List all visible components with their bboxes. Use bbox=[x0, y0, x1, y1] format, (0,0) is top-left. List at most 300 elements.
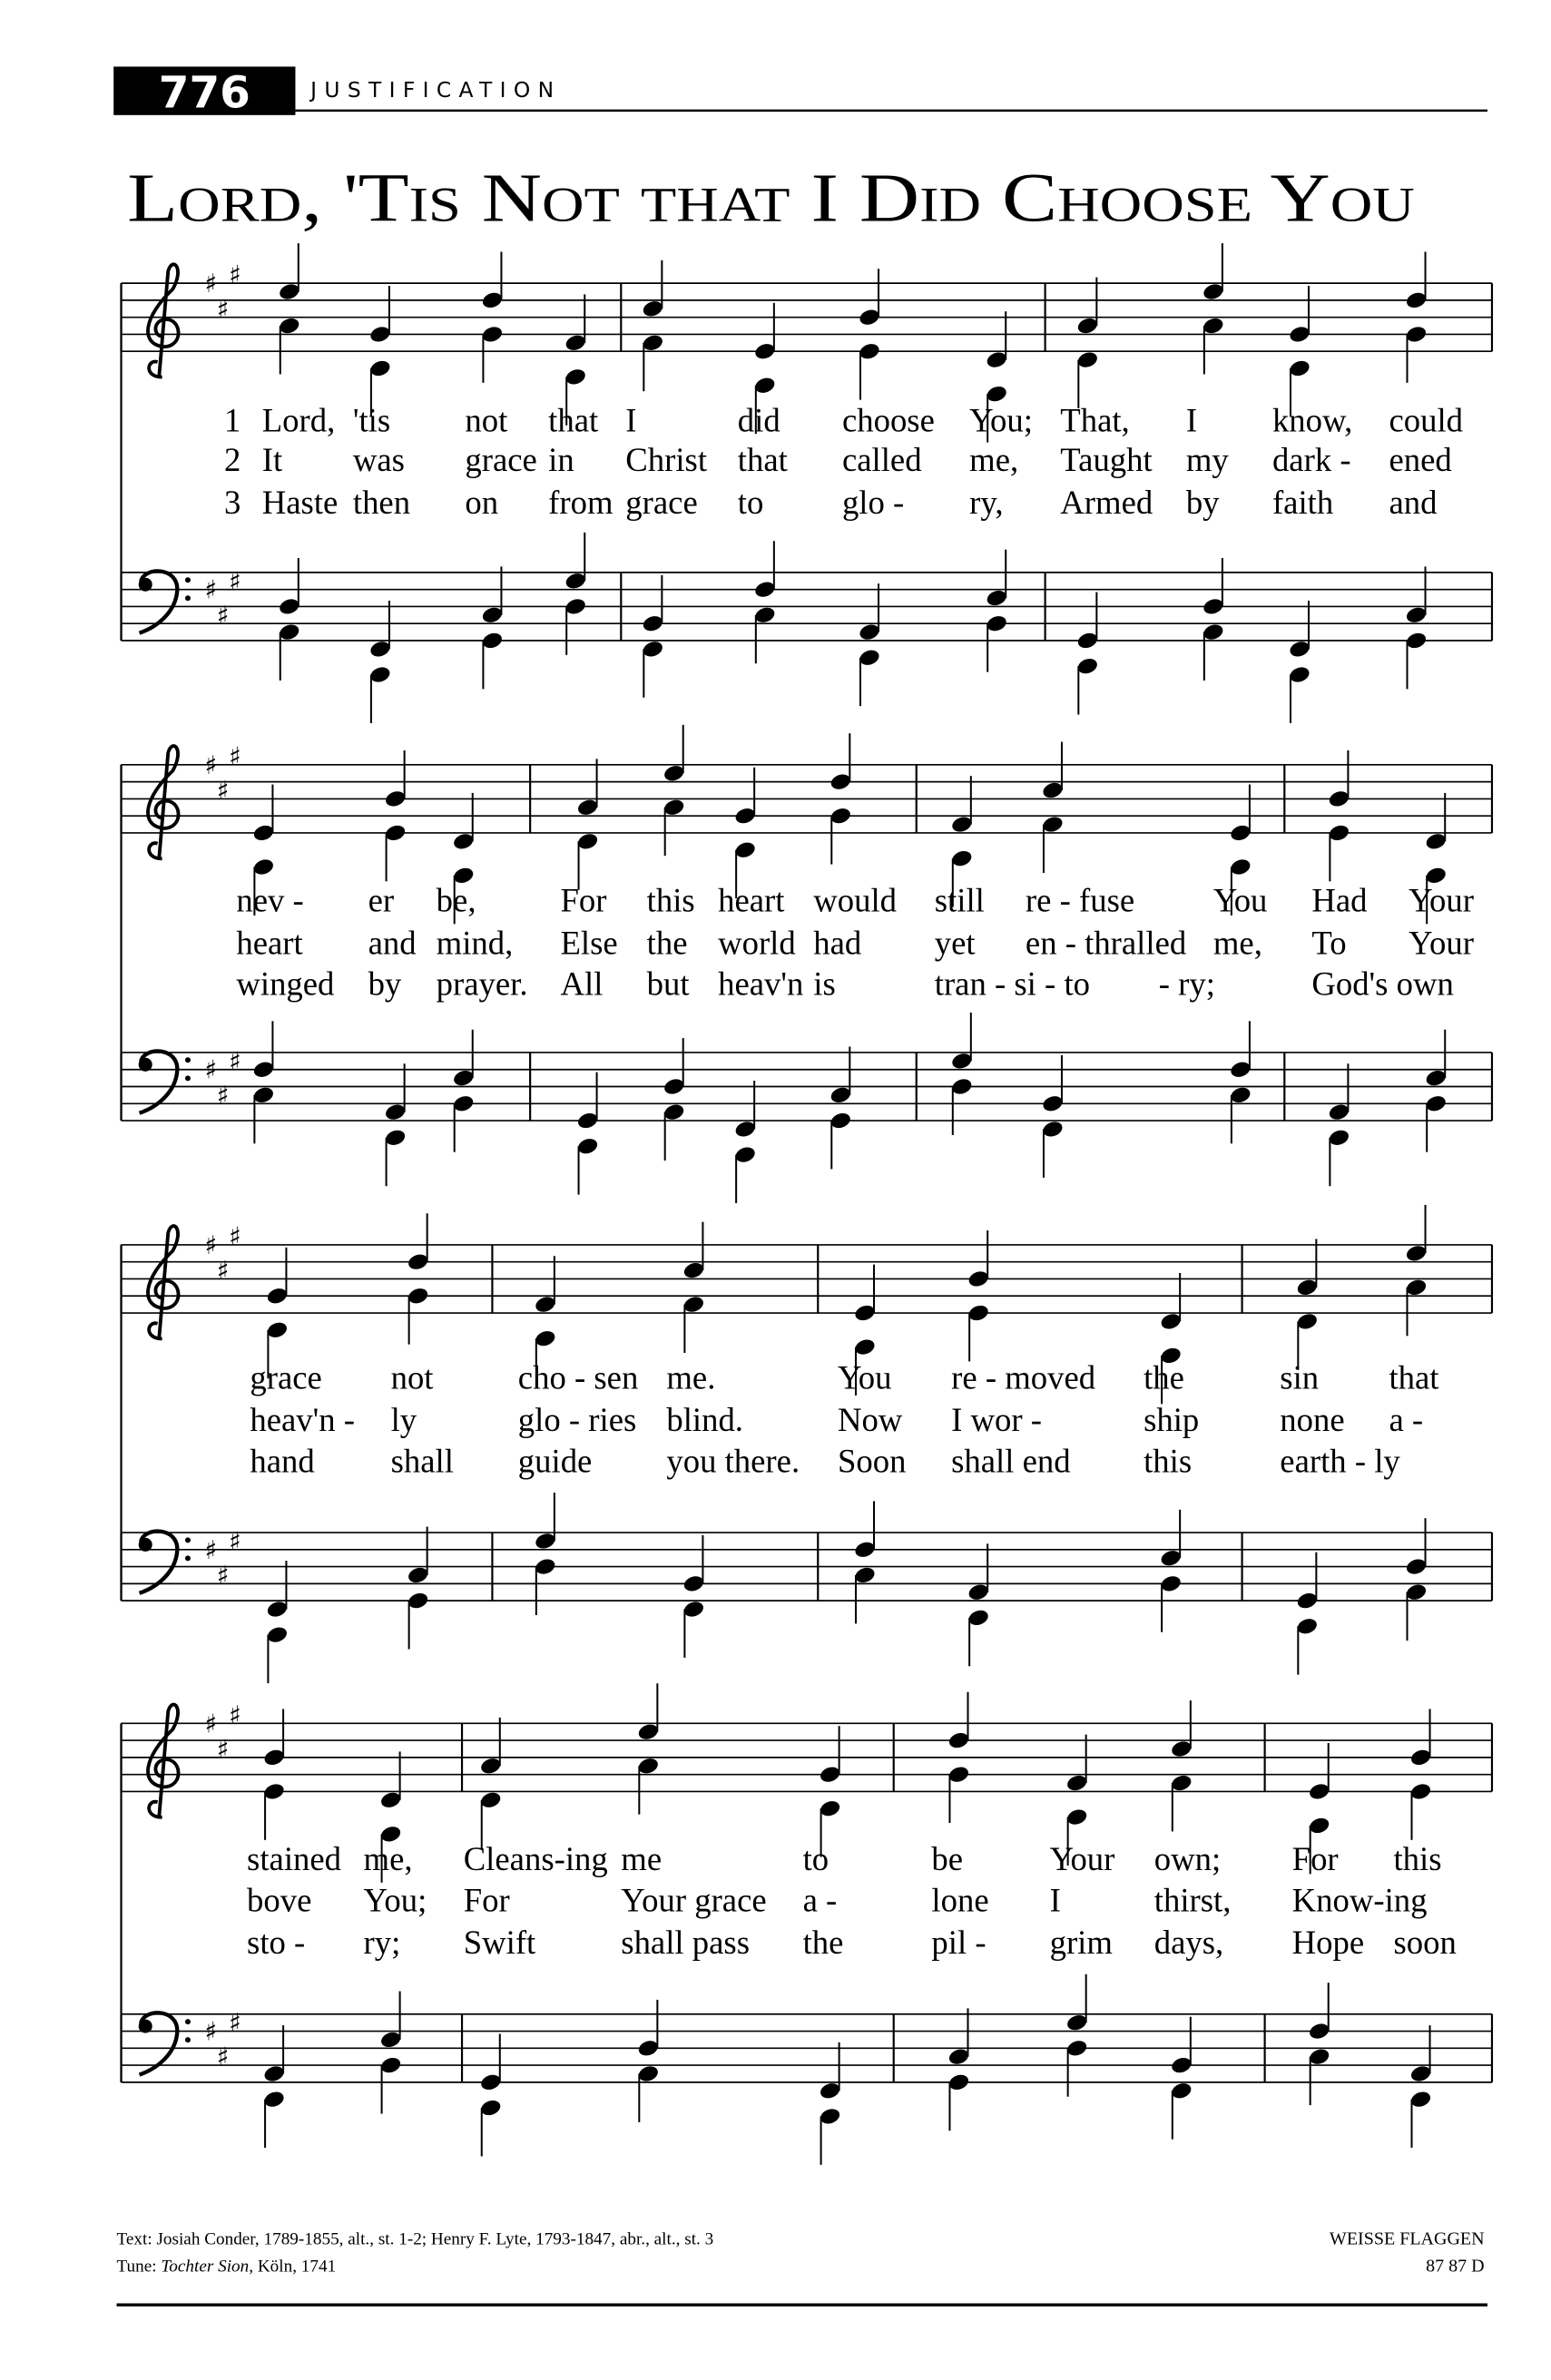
lyric-line-2 bbox=[224, 441, 1452, 478]
lyric-line-3 bbox=[247, 1924, 1457, 1961]
note-head bbox=[1041, 815, 1065, 835]
note-head bbox=[1424, 1068, 1448, 1088]
note-head bbox=[1170, 1773, 1193, 1793]
note-head bbox=[1170, 1739, 1193, 1759]
note-head bbox=[682, 1295, 706, 1315]
note-head bbox=[1405, 1557, 1428, 1577]
verse-number: 1 bbox=[224, 401, 241, 439]
lyric-syllable: know, bbox=[1271, 401, 1353, 439]
note-head bbox=[479, 2098, 503, 2118]
note-head bbox=[1405, 605, 1428, 625]
sharp-icon: ♯ bbox=[216, 600, 230, 631]
lyric-line-2 bbox=[250, 1401, 1423, 1438]
lyric-syllable: Now bbox=[837, 1401, 903, 1439]
lyric-syllable: Your bbox=[1409, 924, 1474, 962]
note-head bbox=[564, 597, 587, 617]
treble-clef-icon bbox=[148, 746, 179, 858]
note-head bbox=[819, 2107, 842, 2127]
note-head bbox=[479, 2072, 503, 2092]
treble-clef-icon bbox=[148, 1705, 179, 1817]
note-head bbox=[1065, 1807, 1089, 1827]
lyric-syllable: grace bbox=[625, 483, 698, 521]
note-head bbox=[384, 823, 407, 843]
note-head bbox=[1288, 358, 1311, 378]
lyric-syllable: that bbox=[737, 441, 788, 479]
note-head bbox=[262, 1782, 286, 1802]
sharp-icon: ♯ bbox=[216, 2042, 230, 2072]
note-head bbox=[637, 2038, 661, 2058]
note-head bbox=[1405, 290, 1428, 310]
verse-number: 3 bbox=[224, 483, 241, 521]
sharp-icon: ♯ bbox=[204, 269, 218, 299]
lyric-syllable: faith bbox=[1271, 483, 1334, 521]
note-head bbox=[950, 815, 974, 835]
lyric-syllable: Lord, bbox=[261, 401, 336, 439]
sharp-icon: ♯ bbox=[204, 1534, 218, 1565]
note-head bbox=[753, 376, 777, 396]
note-head bbox=[858, 648, 881, 668]
note-head bbox=[1041, 1120, 1065, 1140]
lyric-syllable: lone bbox=[931, 1881, 989, 1919]
lyric-syllable: re - fuse bbox=[1025, 881, 1135, 919]
note-head bbox=[379, 2030, 403, 2050]
note-head bbox=[733, 1145, 757, 1165]
lyric-syllable: from bbox=[548, 483, 614, 521]
sharp-icon: ♯ bbox=[229, 1526, 241, 1557]
lyric-line-1 bbox=[250, 1358, 1438, 1396]
note-head bbox=[967, 1582, 990, 1602]
lyrics bbox=[236, 882, 1474, 1003]
lyric-syllable: glo - ries bbox=[517, 1401, 637, 1439]
sharp-icon: ♯ bbox=[204, 1709, 218, 1739]
bass-staff bbox=[122, 1974, 1492, 2165]
bass-staff bbox=[122, 533, 1492, 723]
note-head bbox=[452, 1068, 476, 1088]
sharp-icon: ♯ bbox=[216, 1560, 230, 1591]
note-head bbox=[1288, 325, 1311, 345]
note-head bbox=[1296, 1616, 1320, 1636]
note-head bbox=[1409, 2064, 1433, 2084]
note-head bbox=[1288, 639, 1311, 659]
lyric-syllable: the bbox=[1144, 1358, 1184, 1396]
note-head bbox=[576, 1111, 600, 1131]
note-head bbox=[1308, 1782, 1331, 1802]
hymn-title: Lord, 'Tis Not that I Did Choose You bbox=[127, 159, 1415, 237]
note-head bbox=[1296, 1278, 1320, 1298]
lyric-line-3 bbox=[224, 484, 1437, 521]
tune-label: Tune: bbox=[116, 2257, 157, 2277]
lyric-syllable: hand bbox=[250, 1442, 315, 1480]
note-head bbox=[384, 1128, 407, 1148]
note-head bbox=[853, 1337, 877, 1357]
note-head bbox=[733, 1120, 757, 1140]
lyric-syllable: shall pass bbox=[621, 1924, 751, 1962]
note-head bbox=[407, 1286, 430, 1306]
lyric-syllable: heav'n - bbox=[250, 1401, 356, 1439]
lyric-syllable: Know-ing bbox=[1291, 1881, 1428, 1919]
lyric-syllable: heart bbox=[718, 881, 785, 919]
lyric-syllable: own; bbox=[1153, 1840, 1222, 1878]
lyrics bbox=[247, 1840, 1457, 1961]
note-head bbox=[753, 580, 777, 600]
sharp-icon: ♯ bbox=[229, 1221, 241, 1252]
note-head bbox=[278, 282, 301, 302]
lyric-syllable: ship bbox=[1144, 1401, 1200, 1439]
note-head bbox=[1424, 1093, 1448, 1113]
sharp-icon: ♯ bbox=[216, 294, 230, 325]
lyric-syllable: by bbox=[368, 965, 402, 1003]
note-head bbox=[481, 325, 505, 345]
note-head bbox=[947, 2072, 971, 2092]
lyric-syllable: re - moved bbox=[951, 1358, 1096, 1396]
treble-staff bbox=[122, 725, 1492, 924]
lyric-syllable: soon bbox=[1393, 1924, 1457, 1962]
lyric-syllable: yet bbox=[934, 924, 976, 962]
sharp-icon: ♯ bbox=[216, 776, 230, 807]
lyric-syllable: sin bbox=[1280, 1358, 1320, 1396]
lyric-syllable: and bbox=[1389, 483, 1438, 521]
lyric-syllable: prayer. bbox=[436, 965, 528, 1003]
note-head bbox=[1170, 2055, 1193, 2075]
lyric-syllable: For bbox=[463, 1881, 510, 1919]
lyric-syllable: to bbox=[737, 483, 764, 521]
note-head bbox=[262, 2064, 286, 2084]
sharp-icon: ♯ bbox=[229, 741, 241, 772]
lyric-syllable: Armed bbox=[1060, 483, 1153, 521]
sharp-icon: ♯ bbox=[204, 1054, 218, 1085]
sharp-icon: ♯ bbox=[229, 1046, 241, 1077]
note-head bbox=[481, 290, 505, 310]
note-head bbox=[452, 831, 476, 851]
lyric-syllable: bove bbox=[247, 1881, 312, 1919]
note-head bbox=[950, 848, 974, 868]
note-head bbox=[985, 613, 1008, 633]
note-head bbox=[1041, 780, 1065, 800]
note-head bbox=[853, 1303, 877, 1323]
note-head bbox=[564, 367, 587, 387]
note-head bbox=[663, 798, 686, 818]
lyric-syllable: I bbox=[1049, 1881, 1061, 1919]
note-head bbox=[1065, 1773, 1089, 1793]
note-head bbox=[1328, 788, 1351, 808]
note-head bbox=[252, 1060, 276, 1080]
note-head bbox=[1076, 350, 1100, 370]
lyric-syllable: and bbox=[368, 924, 417, 962]
lyric-syllable: a - bbox=[802, 1881, 838, 1919]
sharp-icon: ♯ bbox=[216, 1080, 230, 1111]
lyric-syllable: choose bbox=[841, 401, 935, 439]
note-head bbox=[252, 823, 276, 843]
note-head bbox=[637, 2064, 661, 2084]
lyric-syllable: To bbox=[1311, 924, 1347, 962]
note-head bbox=[829, 806, 852, 826]
lyric-syllable: earth - ly bbox=[1280, 1442, 1400, 1480]
note-head bbox=[819, 1798, 842, 1818]
lyric-syllable: Hope bbox=[1291, 1924, 1365, 1962]
lyric-syllable: be, bbox=[436, 881, 476, 919]
lyric-syllable: that bbox=[548, 401, 599, 439]
note-head bbox=[858, 341, 881, 361]
lyric-syllable: tran - si - to bbox=[934, 965, 1091, 1003]
lyric-syllable: en - thralled bbox=[1025, 924, 1187, 962]
note-head bbox=[967, 1269, 990, 1289]
tune-title: WEISSE FLAGGEN bbox=[1329, 2228, 1485, 2249]
lyric-syllable: I wor - bbox=[951, 1401, 1043, 1439]
note-head bbox=[1409, 1748, 1433, 1768]
note-head bbox=[479, 1790, 503, 1810]
lyric-syllable: ly bbox=[390, 1401, 417, 1439]
lyric-line-1 bbox=[224, 402, 1463, 439]
note-head bbox=[266, 1600, 290, 1620]
note-head bbox=[266, 1320, 290, 1340]
note-head bbox=[1308, 1816, 1331, 1836]
note-head bbox=[262, 1748, 286, 1768]
lyric-syllable: the bbox=[802, 1924, 844, 1962]
note-head bbox=[1288, 665, 1311, 685]
note-head bbox=[1229, 1085, 1252, 1105]
sharp-icon: ♯ bbox=[204, 2016, 218, 2047]
lyric-syllable: my bbox=[1185, 441, 1229, 479]
lyric-syllable: had bbox=[813, 924, 862, 962]
lyric-syllable: Your grace bbox=[621, 1881, 767, 1919]
note-head bbox=[829, 772, 852, 792]
lyric-syllable: All bbox=[560, 965, 604, 1003]
lyric-syllable: would bbox=[813, 881, 898, 919]
note-head bbox=[564, 333, 587, 353]
meter: 87 87 D bbox=[1426, 2256, 1485, 2277]
hymn-number: 776 bbox=[158, 67, 250, 119]
text-credit: Text: Josiah Conder, 1789-1855, alt., st. 1-2; Henry F. Lyte, 1793-1847, abr., alt., st. 3 bbox=[116, 2229, 714, 2249]
note-head bbox=[1405, 1278, 1428, 1298]
lyric-syllable: er bbox=[368, 881, 395, 919]
note-head bbox=[682, 1260, 706, 1280]
note-head bbox=[1405, 1243, 1428, 1263]
note-head bbox=[1328, 1102, 1351, 1122]
note-head bbox=[733, 840, 757, 860]
sharp-icon: ♯ bbox=[229, 2008, 241, 2039]
note-head bbox=[1159, 1573, 1183, 1593]
note-head bbox=[1202, 597, 1225, 617]
system-4 bbox=[122, 1683, 1492, 2165]
note-head bbox=[950, 1077, 974, 1097]
lyric-syllable: pil - bbox=[931, 1924, 987, 1962]
bass-staff bbox=[122, 1013, 1492, 1203]
note-head bbox=[1328, 823, 1351, 843]
note-head bbox=[576, 831, 600, 851]
lyric-syllable: thirst, bbox=[1153, 1881, 1232, 1919]
note-head bbox=[947, 1765, 971, 1785]
lyric-syllable: - ry; bbox=[1158, 965, 1215, 1003]
note-head bbox=[1405, 325, 1428, 345]
lyric-syllable: called bbox=[841, 441, 922, 479]
note-head bbox=[266, 1625, 290, 1645]
lyric-syllable: a - bbox=[1389, 1401, 1424, 1439]
lyric-syllable: by bbox=[1185, 483, 1220, 521]
lyric-syllable: me, bbox=[1212, 924, 1262, 962]
note-head bbox=[663, 1102, 686, 1122]
music-score bbox=[122, 243, 1492, 2165]
verse-number: 2 bbox=[224, 441, 241, 479]
note-head bbox=[682, 1600, 706, 1620]
note-head bbox=[262, 2090, 286, 2110]
lyric-syllable: sto - bbox=[247, 1924, 306, 1962]
sharp-icon: ♯ bbox=[204, 574, 218, 605]
bass-staff bbox=[122, 1493, 1492, 1683]
lyric-syllable: Cleans-ing bbox=[463, 1840, 608, 1878]
lyric-syllable: that bbox=[1389, 1358, 1439, 1396]
treble-clef-icon bbox=[148, 264, 179, 377]
note-head bbox=[753, 605, 777, 625]
note-head bbox=[1229, 857, 1252, 877]
lyric-syllable: but bbox=[646, 965, 690, 1003]
note-head bbox=[1202, 622, 1225, 642]
note-head bbox=[642, 613, 665, 633]
note-head bbox=[266, 1286, 290, 1306]
lyric-syllable: Your bbox=[1409, 881, 1474, 919]
lyric-syllable: Christ bbox=[625, 441, 708, 479]
lyric-syllable: blind. bbox=[666, 1401, 744, 1439]
note-head bbox=[663, 1077, 686, 1097]
sharp-icon: ♯ bbox=[216, 1256, 230, 1287]
lyric-line-2 bbox=[236, 924, 1474, 961]
lyric-syllable: this bbox=[646, 881, 695, 919]
lyric-syllable: me. bbox=[666, 1358, 716, 1396]
sharp-icon: ♯ bbox=[229, 566, 241, 597]
lyric-syllable: Haste bbox=[261, 483, 339, 521]
note-head bbox=[829, 1111, 852, 1131]
lyric-syllable: Swift bbox=[463, 1924, 536, 1962]
note-head bbox=[534, 1557, 557, 1577]
lyric-syllable: heart bbox=[236, 924, 303, 962]
note-head bbox=[1159, 1548, 1183, 1568]
note-head bbox=[564, 571, 587, 591]
tune-credit bbox=[117, 2258, 337, 2277]
note-head bbox=[576, 798, 600, 818]
lyric-syllable: Your bbox=[1049, 1840, 1115, 1878]
lyric-syllable: stained bbox=[247, 1840, 342, 1878]
section-heading: JUSTIFICATION bbox=[310, 76, 562, 103]
note-head bbox=[1409, 2090, 1433, 2110]
lyrics bbox=[250, 1358, 1438, 1479]
lyric-syllable: was bbox=[352, 441, 405, 479]
note-head bbox=[1405, 631, 1428, 651]
lyric-syllable: For bbox=[1291, 1840, 1339, 1878]
lyric-syllable: glo - bbox=[841, 483, 905, 521]
lyric-syllable: to bbox=[802, 1840, 829, 1878]
sharp-icon: ♯ bbox=[204, 749, 218, 780]
lyric-syllable: the bbox=[646, 924, 688, 962]
lyric-syllable: is bbox=[813, 965, 836, 1003]
note-head bbox=[534, 1295, 557, 1315]
note-head bbox=[1065, 2013, 1089, 2032]
lyric-syllable: shall end bbox=[951, 1442, 1071, 1480]
lyric-syllable: 'tis bbox=[352, 401, 391, 439]
note-head bbox=[576, 1136, 600, 1156]
lyric-syllable: You; bbox=[363, 1881, 427, 1919]
note-head bbox=[1076, 631, 1100, 651]
note-head bbox=[829, 1085, 852, 1105]
lyric-syllable: then bbox=[352, 483, 411, 521]
lyric-syllable: I bbox=[1185, 401, 1198, 439]
note-head bbox=[950, 1051, 974, 1071]
note-head bbox=[407, 1252, 430, 1272]
note-head bbox=[985, 350, 1008, 370]
lyric-syllable: this bbox=[1393, 1840, 1442, 1878]
lyric-syllable: not bbox=[390, 1358, 434, 1396]
sharp-icon: ♯ bbox=[229, 1699, 241, 1730]
lyric-syllable: you there. bbox=[666, 1442, 800, 1480]
note-head bbox=[1409, 1782, 1433, 1802]
note-head bbox=[819, 1765, 842, 1785]
note-head bbox=[985, 588, 1008, 608]
note-head bbox=[481, 605, 505, 625]
sharp-icon: ♯ bbox=[204, 1229, 218, 1260]
lyric-syllable: still bbox=[934, 881, 985, 919]
lyric-syllable: mind, bbox=[436, 924, 514, 962]
note-head bbox=[534, 1531, 557, 1551]
note-head bbox=[967, 1303, 990, 1323]
treble-clef-icon bbox=[148, 1226, 179, 1338]
note-head bbox=[1170, 2081, 1193, 2101]
note-head bbox=[1076, 656, 1100, 676]
note-head bbox=[368, 665, 392, 685]
note-head bbox=[479, 1756, 503, 1776]
lyric-syllable: shall bbox=[390, 1442, 454, 1480]
note-head bbox=[384, 788, 407, 808]
note-head bbox=[481, 631, 505, 651]
lyric-syllable: grace bbox=[465, 441, 537, 479]
lyric-syllable: ry; bbox=[363, 1924, 401, 1962]
lyric-syllable: Had bbox=[1311, 881, 1368, 919]
note-head bbox=[642, 333, 665, 353]
note-head bbox=[858, 622, 881, 642]
note-head bbox=[1202, 316, 1225, 336]
note-head bbox=[1328, 1128, 1351, 1148]
lyric-syllable: Taught bbox=[1060, 441, 1153, 479]
note-head bbox=[407, 1591, 430, 1611]
lyric-syllable: be bbox=[931, 1840, 964, 1878]
lyric-syllable: heav'n bbox=[718, 965, 804, 1003]
note-head bbox=[858, 308, 881, 328]
note-head bbox=[1308, 2022, 1331, 2042]
lyric-syllable: dark - bbox=[1271, 441, 1351, 479]
lyric-syllable: That, bbox=[1060, 401, 1130, 439]
lyric-syllable: guide bbox=[517, 1442, 593, 1480]
lyric-syllable: days, bbox=[1153, 1924, 1224, 1962]
note-head bbox=[947, 2047, 971, 2067]
note-head bbox=[368, 639, 392, 659]
lyric-line-2 bbox=[247, 1881, 1427, 1918]
note-head bbox=[663, 763, 686, 783]
note-head bbox=[379, 1790, 403, 1810]
note-head bbox=[947, 1730, 971, 1750]
note-head bbox=[853, 1565, 877, 1585]
lyric-syllable: Soon bbox=[837, 1442, 907, 1480]
note-head bbox=[1229, 1060, 1252, 1080]
note-head bbox=[853, 1540, 877, 1560]
note-head bbox=[407, 1565, 430, 1585]
note-head bbox=[1424, 831, 1448, 851]
lyric-syllable: grim bbox=[1049, 1924, 1113, 1962]
note-head bbox=[753, 341, 777, 361]
lyric-syllable: ry, bbox=[969, 483, 1004, 521]
note-head bbox=[637, 1756, 661, 1776]
lyric-syllable: did bbox=[737, 401, 780, 439]
system-2 bbox=[122, 725, 1492, 1203]
note-head bbox=[682, 1573, 706, 1593]
lyrics bbox=[224, 402, 1463, 521]
note-head bbox=[368, 325, 392, 345]
